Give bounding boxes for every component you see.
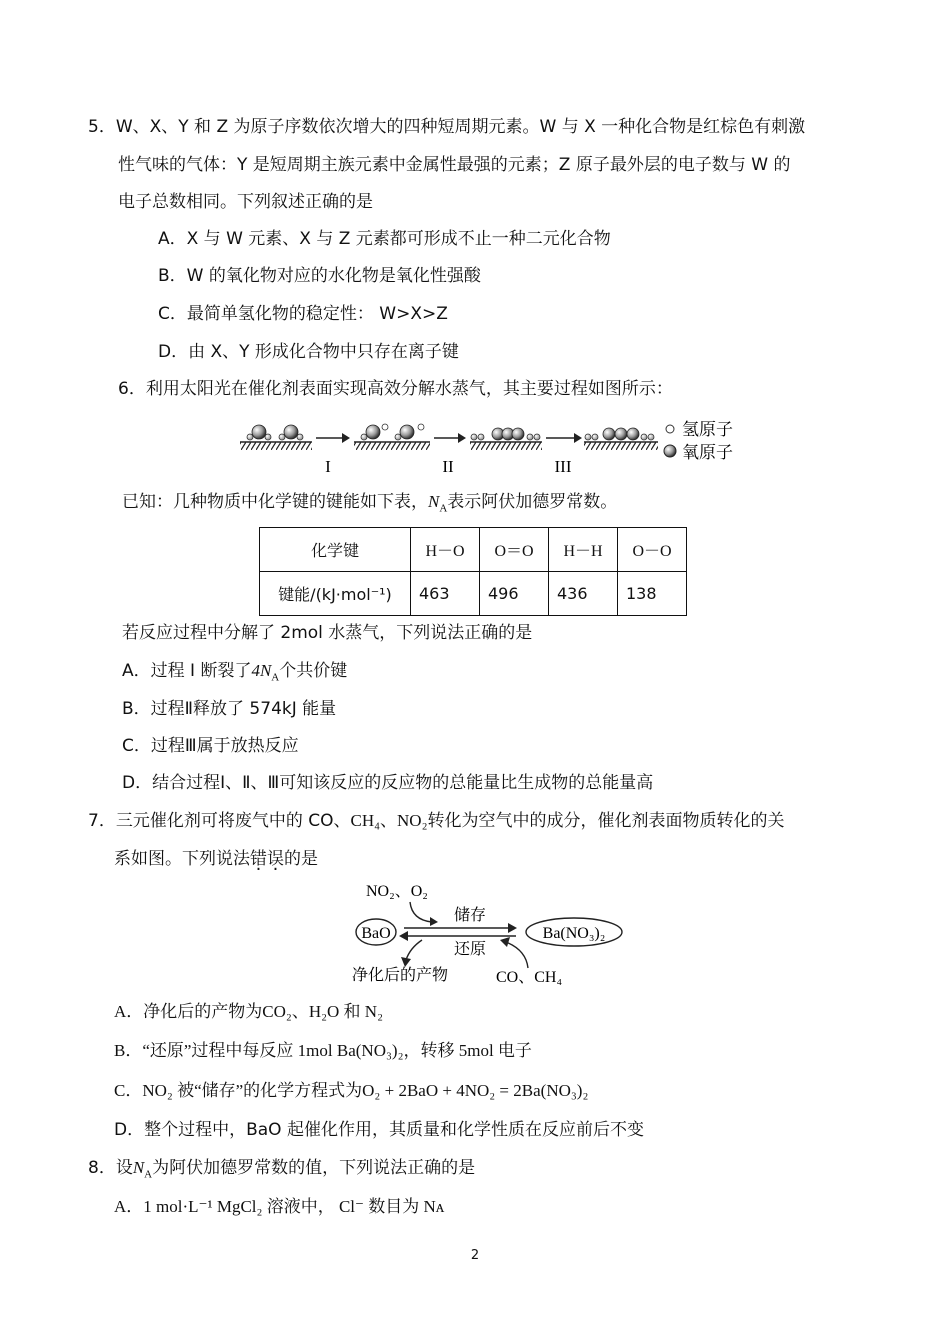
q7-stem-sep: 、 bbox=[380, 811, 398, 831]
catalyst-conversion-diagram bbox=[350, 876, 630, 990]
q7-option-c: C．NO₂ 被“储存”的化学方程式为O₂ + 2BaO + 4NO₂ = 2Ba(NO₃)₂ bbox=[114, 1081, 589, 1100]
table-header-row bbox=[260, 528, 687, 572]
q7-option-b: B．“还原”过程中每反应 1mol Ba(NO₃)₂，转移 5mol 电子 bbox=[114, 1041, 532, 1060]
stage-label-1: I bbox=[325, 457, 331, 476]
legend-hydrogen: 氢原子 bbox=[682, 420, 733, 439]
q6-condition: 若反应过程中分解了 2mol 水蒸气，下列说法正确的是 bbox=[122, 623, 533, 643]
product-label: 净化后的产物 bbox=[352, 967, 449, 984]
q7-stem-no2: NO₂ bbox=[397, 811, 428, 830]
catalyst-surface-1 bbox=[240, 425, 312, 450]
ba-nitrate-label: Ba(NO₃)₂ bbox=[542, 925, 606, 942]
table-value-row bbox=[260, 572, 687, 616]
q6-known-suffix: 表示阿伏加德罗常数。 bbox=[447, 492, 618, 512]
q7-stem-line-2 bbox=[114, 846, 318, 872]
q5-option-d: D．由 X、Y 形成化合物中只存在离子键 bbox=[158, 342, 459, 362]
q7-stem-ch4: CH₄ bbox=[350, 811, 381, 830]
catalyst-surface-4 bbox=[584, 428, 658, 450]
arrow-1 bbox=[316, 433, 350, 443]
arrow-3 bbox=[546, 433, 582, 443]
top-reagents: NO₂、O₂ bbox=[366, 883, 428, 900]
q7-option-d: D．整个过程中，BaO 起催化作用，其质量和化学性质在反应前后不变 bbox=[114, 1120, 644, 1140]
q6-known-line bbox=[122, 489, 617, 521]
catalyst-surface-2 bbox=[354, 424, 430, 450]
store-label: 储存 bbox=[454, 907, 487, 924]
q6-option-c: C．过程Ⅲ属于放热反应 bbox=[122, 736, 299, 756]
table-header-label: 化学键 bbox=[260, 528, 411, 572]
arrow-2 bbox=[434, 433, 466, 443]
bond-energy-table bbox=[259, 527, 687, 616]
bottom-reagents: CO、CH₄ bbox=[496, 969, 563, 986]
table-value-cell: 463 bbox=[411, 572, 480, 616]
q6-stem: 6．利用太阳光在催化剂表面实现高效分解水蒸气，其主要过程如图所示： bbox=[118, 379, 673, 399]
q8-stem bbox=[88, 1155, 475, 1187]
legend-oxygen: 氧原子 bbox=[682, 443, 733, 462]
table-value-cell: 138 bbox=[618, 572, 687, 616]
q5-option-c: C．最简单氢化物的稳定性： W>X>Z bbox=[158, 304, 448, 324]
table-row-label: 键能/(kJ·mol⁻¹) bbox=[260, 572, 411, 616]
table-bond-cell: O－O bbox=[618, 528, 687, 572]
stage-label-2: II bbox=[442, 457, 454, 476]
q5-stem-line-2: 性气味的气体：Y 是短周期主族元素中金属性最强的元素；Z 原子最外层的电子数与 W 的 bbox=[118, 155, 791, 175]
q7-stem-2b: 的是 bbox=[284, 849, 318, 869]
q7-option-a: A．净化后的产物为CO₂、H₂O 和 N₂ bbox=[114, 1002, 384, 1021]
q7-emphasis-char: 错 bbox=[250, 849, 267, 869]
table-value-cell: 496 bbox=[480, 572, 549, 616]
q6-option-a-suffix: 个共价键 bbox=[279, 661, 348, 681]
table-bond-cell: H－H bbox=[549, 528, 618, 572]
q6-option-a-math: 4N bbox=[251, 661, 272, 680]
table-value-cell: 436 bbox=[549, 572, 618, 616]
q8-option-a: A．1 mol·L⁻¹ MgCl₂ 溶液中， Cl⁻ 数目为 Nᴀ bbox=[114, 1197, 445, 1216]
q5-stem-line-3: 电子总数相同。下列叙述正确的是 bbox=[118, 192, 373, 212]
water-splitting-diagram bbox=[236, 410, 756, 478]
hydrogen-atom-icon bbox=[666, 425, 674, 433]
q6-option-a-sub: A bbox=[271, 671, 280, 684]
q5-option-a: A．X 与 W 元素、X 与 Z 元素都可形成不止一种二元化合物 bbox=[158, 229, 611, 249]
q6-option-d: D．结合过程Ⅰ、Ⅱ、Ⅲ可知该反应的反应物的总能量比生成物的总能量高 bbox=[122, 773, 654, 793]
q7-emphasis-char: 误 bbox=[267, 849, 284, 869]
q8-stem-suffix: 为阿伏加德罗常数的值，下列说法正确的是 bbox=[152, 1158, 476, 1178]
q7-stem-1b: 转化为空气中的成分，催化剂表面物质转化的关 bbox=[427, 811, 785, 831]
q6-option-a-prefix: A．过程 I 断裂了 bbox=[122, 661, 252, 681]
catalyst-surface-3 bbox=[470, 428, 542, 450]
table-bond-cell: H－O bbox=[411, 528, 480, 572]
q8-stem-prefix: 8．设 bbox=[88, 1158, 133, 1178]
q6-known-na: N bbox=[428, 492, 440, 511]
q7-stem-1a: 7．三元催化剂可将废气中的 CO、 bbox=[88, 811, 351, 831]
q8-stem-na-sub: A bbox=[144, 1168, 153, 1181]
q6-option-b: B．过程Ⅱ释放了 574kJ 能量 bbox=[122, 699, 337, 719]
reduce-label: 还原 bbox=[454, 941, 487, 958]
q6-known-na-sub: A bbox=[439, 502, 448, 515]
table-bond-cell: O＝O bbox=[480, 528, 549, 572]
page-number: 2 bbox=[470, 1248, 480, 1263]
stage-label-3: III bbox=[554, 457, 572, 476]
q5-stem-line-1: 5．W、X、Y 和 Z 为原子序数依次增大的四种短周期元素。W 与 X 一种化合物是红棕色有刺激 bbox=[88, 117, 806, 137]
q8-stem-na: N bbox=[132, 1158, 145, 1177]
q6-option-a bbox=[122, 658, 347, 690]
q7-stem-line-1 bbox=[88, 808, 785, 834]
bao-label: BaO bbox=[361, 925, 391, 942]
q7-stem-2a: 系如图。下列说法 bbox=[114, 849, 250, 869]
q5-option-b: B．W 的氧化物对应的水化物是氧化性强酸 bbox=[158, 266, 481, 286]
q6-known-prefix: 已知：几种物质中化学键的键能如下表， bbox=[122, 492, 428, 512]
oxygen-atom-icon bbox=[664, 445, 676, 457]
